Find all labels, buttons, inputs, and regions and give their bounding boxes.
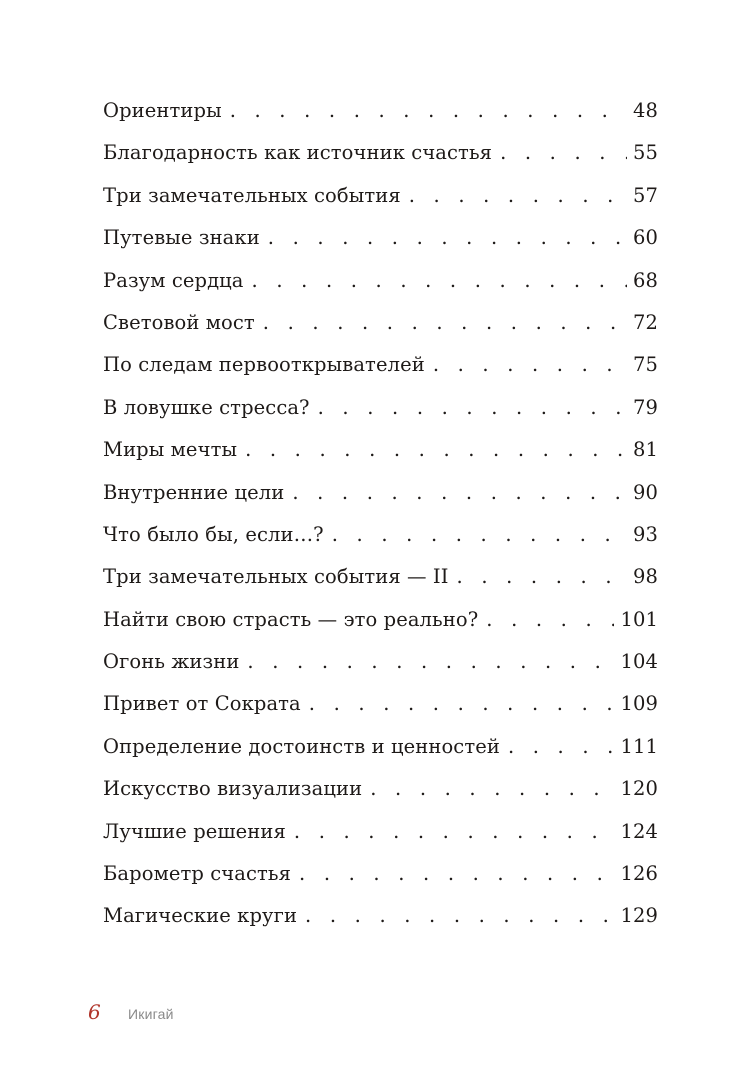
toc-dot-leader [252,260,627,302]
page-number: 6 [88,1000,101,1024]
toc-entry-title: Лучшие решения [103,819,286,843]
toc-entry-title: Внутренние цели [103,480,285,504]
toc-dot-leader [247,641,614,683]
toc-entry-page: 68 [632,268,658,292]
toc-entry-title: Барометр счастья [103,862,292,886]
toc-entry[interactable] [103,768,658,810]
toc-entry[interactable] [103,811,658,853]
toc-entry-page: 111 [620,734,658,758]
toc-dot-leader [268,217,627,259]
toc-entry[interactable] [103,472,658,514]
toc-entry-title: Определение достоинств и ценностей [103,734,500,758]
toc-entry-page: 124 [620,819,658,843]
toc-entry[interactable] [103,599,658,641]
toc-entry-page: 104 [620,650,658,674]
toc-entry-title: Что было бы, если…? [103,522,324,546]
toc-entry-page: 72 [632,310,658,334]
toc-entry-title: Путевые знаки [103,226,260,250]
toc-dot-leader [409,175,627,217]
table-of-contents [103,90,658,938]
toc-dot-leader [305,895,614,937]
toc-dot-leader [245,429,627,471]
toc-entry-page: 93 [632,522,658,546]
toc-entry[interactable] [103,429,658,471]
toc-entry[interactable] [103,726,658,768]
toc-entry-page: 90 [632,480,658,504]
toc-dot-leader [292,472,627,514]
page-footer [88,1000,174,1032]
toc-dot-leader [508,726,615,768]
toc-dot-leader [299,853,614,895]
toc-entry-title: Ориентиры [103,99,222,122]
toc-entry-page: 109 [620,692,658,716]
toc-entry[interactable] [103,641,658,683]
toc-entry-title: Три замечательных события — II [103,565,449,589]
toc-dot-leader [457,556,627,598]
toc-entry-title: Привет от Сократа [103,692,301,716]
toc-entry-title: Найти свою страсть — это реально? [103,607,479,631]
toc-entry-page: 55 [632,141,658,165]
toc-entry[interactable] [103,260,658,302]
toc-entry-page: 126 [620,862,658,886]
toc-entry[interactable] [103,514,658,556]
toc-dot-leader [433,344,627,386]
toc-entry-page: 101 [620,607,658,631]
toc-entry[interactable] [103,132,658,174]
running-head: Икигай [128,1006,174,1022]
toc-dot-leader [486,599,614,641]
toc-entry[interactable] [103,344,658,386]
toc-entry[interactable] [103,556,658,598]
toc-entry[interactable] [103,90,658,132]
toc-entry-page: 129 [620,904,658,928]
toc-entry[interactable] [103,217,658,259]
toc-entry-page: 98 [632,565,658,589]
toc-dot-leader [500,132,627,174]
toc-dot-leader [309,683,615,725]
toc-entry-page: 79 [632,395,658,419]
toc-entry-page: 57 [632,183,658,207]
toc-entry-page: 120 [620,777,658,801]
toc-dot-leader [332,514,627,556]
toc-entry-title: Миры мечты [103,438,238,462]
toc-entry-page: 81 [632,438,658,462]
toc-entry-title: Магические круги [103,904,298,928]
toc-entry-title: Три замечательных события [103,183,401,207]
toc-entry-title: Искусство визуализации [103,777,363,801]
toc-entry[interactable] [103,387,658,429]
toc-entry-title: Благодарность как источник счастья [103,141,493,165]
toc-entry-title: Разум сердца [103,268,244,292]
toc-dot-leader [318,387,627,429]
toc-entry-title: Световой мост [103,310,255,334]
toc-entry[interactable] [103,895,658,937]
toc-dot-leader [230,90,627,132]
toc-entry-title: По следам первооткрывателей [103,353,425,377]
toc-dot-leader [263,302,627,344]
toc-dot-leader [294,811,615,853]
toc-entry[interactable] [103,302,658,344]
toc-entry-page: 48 [632,99,658,122]
toc-entry[interactable] [103,853,658,895]
toc-entry-title: В ловушке стресса? [103,395,310,419]
toc-entry-page: 60 [632,226,658,250]
toc-entry-page: 75 [632,353,658,377]
toc-entry[interactable] [103,175,658,217]
toc-entry-title: Огонь жизни [103,650,240,674]
toc-entry[interactable] [103,683,658,725]
toc-dot-leader [370,768,614,810]
